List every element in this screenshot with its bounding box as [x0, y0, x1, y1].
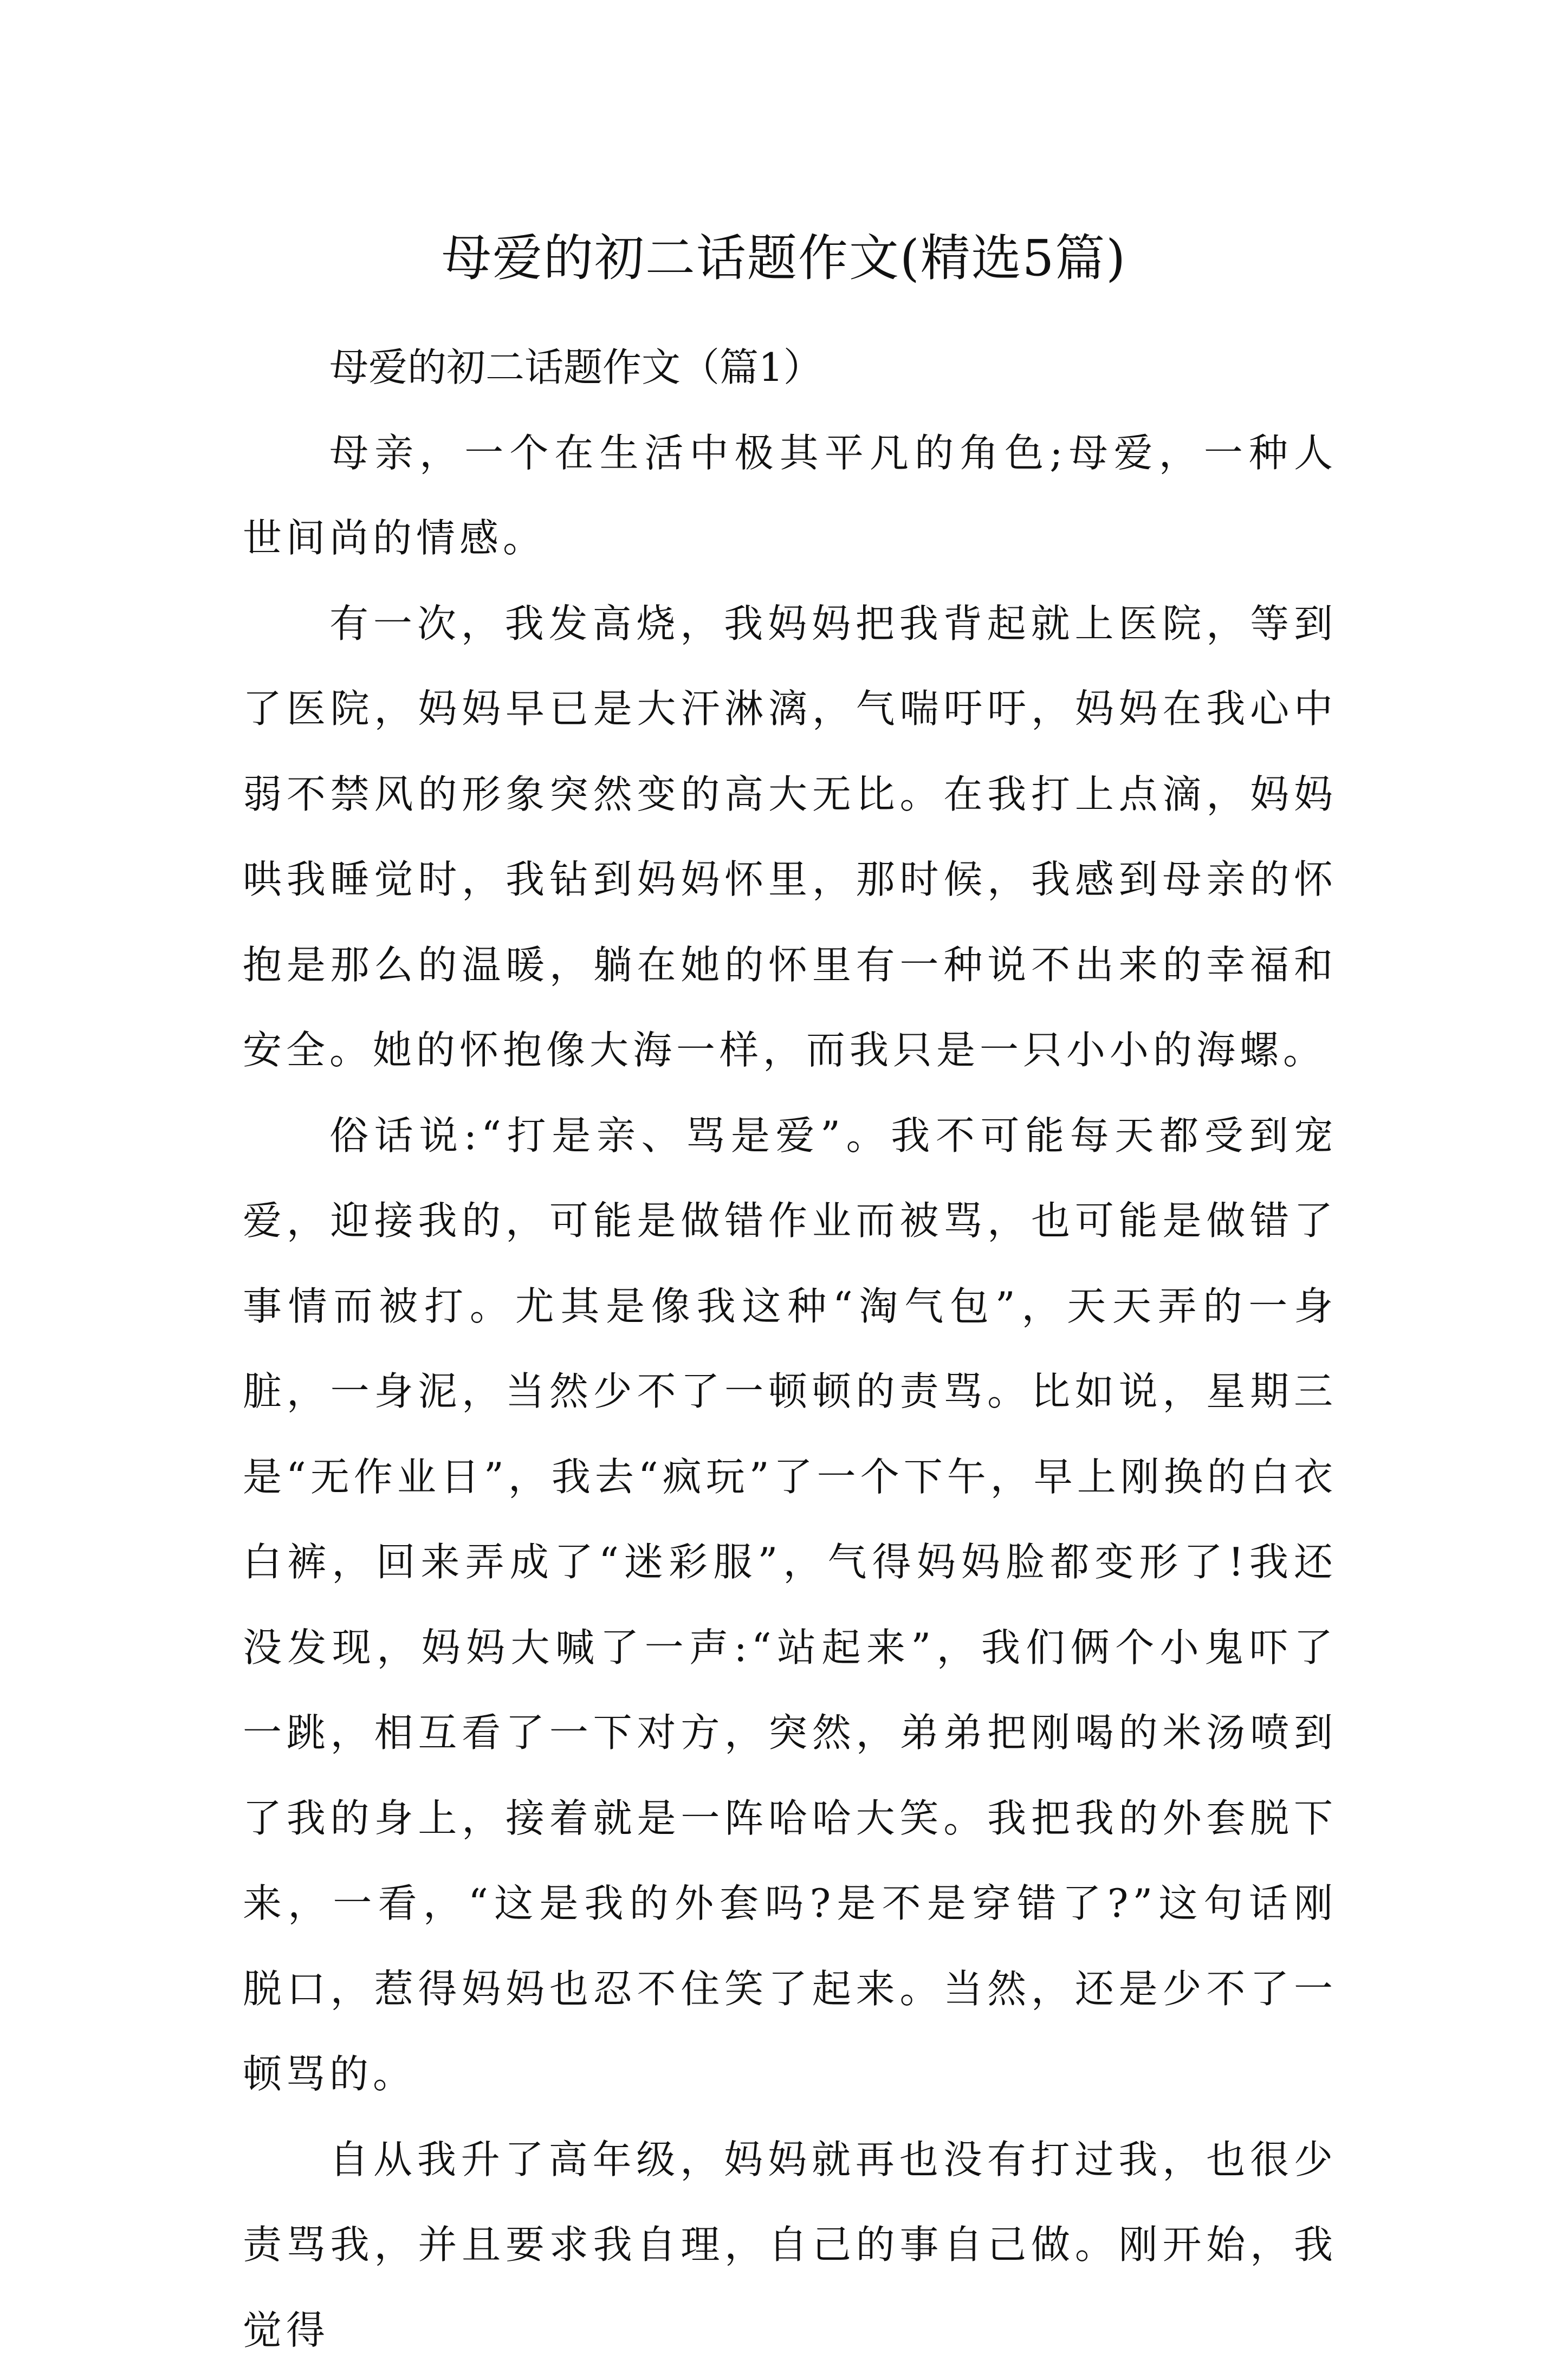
- document-title: 母爱的初二话题作文(精选5篇): [0, 226, 1568, 291]
- paragraph: 有一次，我发高烧，我妈妈把我背起就上医院，等到了医院，妈妈早已是大汗淋漓，气喘吁吁，妈妈在我心中弱不禁风的形象突然变的高大无比。在我打上点滴，妈妈哄我睡觉时，我钻到妈妈怀里，那时候，我感到母亲的怀抱是那么的温暖，躺在她的怀里有一种说不出来的幸福和安全。她的怀抱像大海一样，而我只是一只小小的海螺。: [243, 581, 1337, 1093]
- paragraph: 自从我升了高年级，妈妈就再也没有打过我，也很少责骂我，并且要求我自理，自己的事自己做。刚开始，我觉得: [243, 2117, 1337, 2373]
- section-heading: 母爱的初二话题作文（篇1）: [243, 325, 1337, 411]
- paragraph: 母亲，一个在生活中极其平凡的角色;母爱，一种人世间尚的情感。: [243, 411, 1337, 581]
- paragraph: 俗话说:“打是亲、骂是爱”。我不可能每天都受到宠爱，迎接我的，可能是做错作业而被骂，也可能是做错了事情而被打。尤其是像我这种“淘气包”，天天弄的一身脏，一身泥，当然少不了一顿顿的责骂。比如说，星期三是“无作业日”，我去“疯玩”了一个下午，早上刚换的白衣白裤，回来弄成了“迷彩服”，气得妈妈脸都变形了!我还没发现，妈妈大喊了一声:“站起来”，我们俩个小鬼吓了一跳，相互看了一下对方，突然，弟弟把刚喝的米汤喷到了我的身上，接着就是一阵哈哈大笑。我把我的外套脱下来，一看，“这是我的外套吗?是不是穿错了?”这句话刚脱口，惹得妈妈也忍不住笑了起来。当然，还是少不了一顿骂的。: [243, 1093, 1337, 2117]
- document-body: [243, 325, 1337, 2373]
